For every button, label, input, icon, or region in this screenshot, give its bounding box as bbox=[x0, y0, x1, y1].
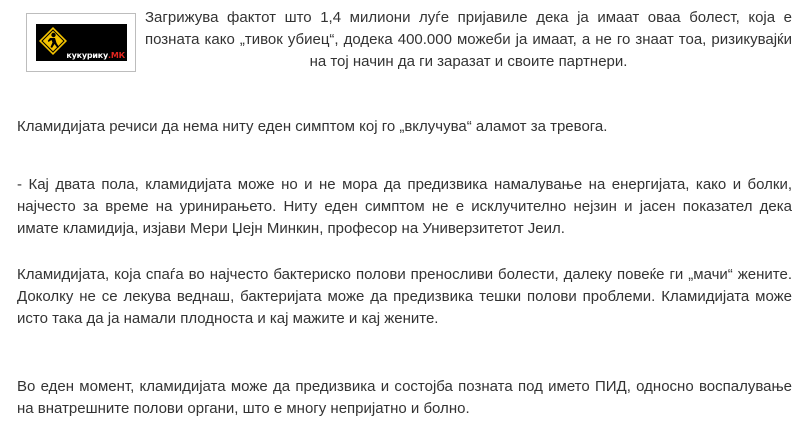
logo-wordmark bbox=[66, 51, 125, 60]
logo-domain-text: .МК bbox=[108, 51, 125, 60]
article-paragraph: Во еден момент, кламидијата може да предизвика и состојба позната под името ПИД, односно воспалување на внатрешните полови органи, што е многу непријатно и болно. bbox=[17, 378, 792, 417]
article-paragraph: Кламидијата, која спаѓа во најчесто бактериско полови преносливи болести, далеку повеќе ги „мачи“ жените. Доколку не се лекува веднаш, бактеријата може да предизвика тешки полови проблеми. Кламидијата може исто така да ја намали плодноста и кај мажите и кај жените. bbox=[17, 266, 792, 327]
kukuriku-logo bbox=[36, 24, 127, 61]
article-paragraph: - Кај двата пола, кламидијата може но и не мора да предизвика намалување на енергијата, како и болки, најчесто за време на уринирањето. Ниту еден симптом не е исклучително нејзин и јасен показател дека имате кламидија, изјави Мери Џејн Минкин, професор на Универзитетот Јеил. bbox=[17, 176, 792, 237]
lead-paragraph: Загрижува фактот што 1,4 милиони луѓе пријавиле дека ја имаат оваа болест, која е позната како „тивок убиец“, додека 400.000 можеби ја имаат, а не го знаат тоа, ризикувајќи на тој начин да ги заразат и своите партнери. bbox=[145, 9, 792, 70]
article-paragraph: Кламидијата речиси да нема ниту еден симптом кој го „вклучува“ аламот за тревога. bbox=[17, 118, 608, 135]
article-body bbox=[17, 0, 792, 417]
article-lead bbox=[17, 0, 792, 84]
logo-brand-text: кукурику bbox=[66, 51, 109, 60]
source-logo-frame[interactable] bbox=[26, 13, 136, 72]
warning-sign-person-icon bbox=[38, 26, 68, 56]
